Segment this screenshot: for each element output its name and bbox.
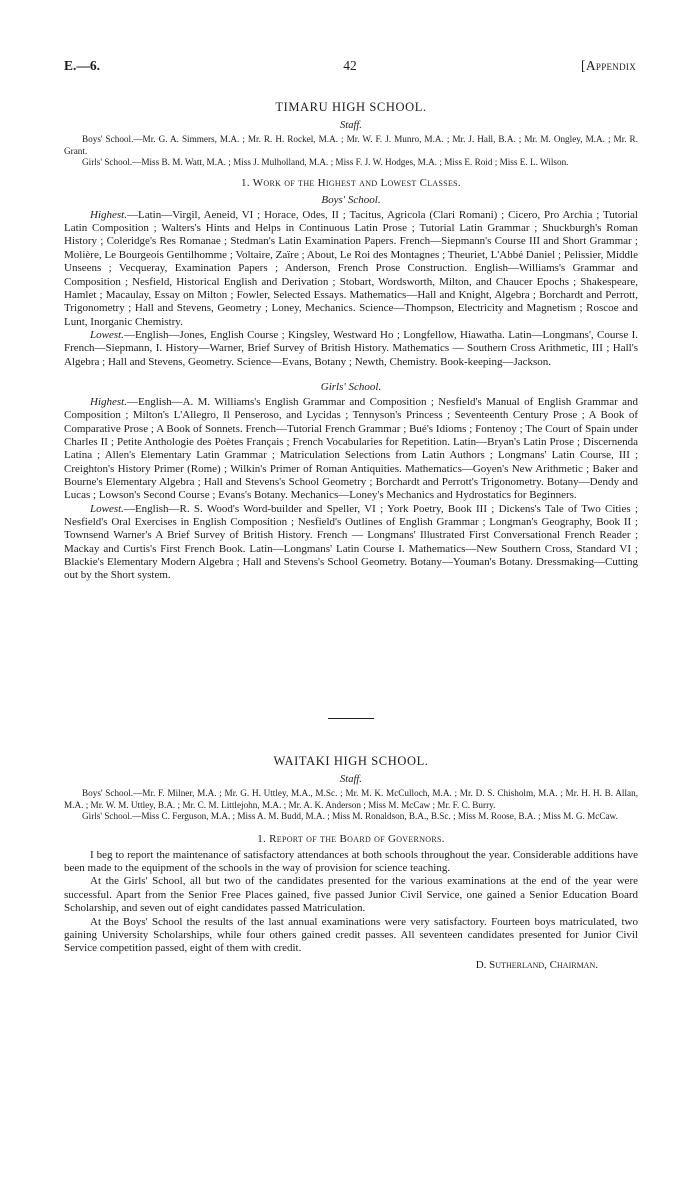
girls-highest-paragraph xyxy=(64,396,638,503)
boys-staff-list: Boys' School.—Mr. F. Milner, M.A. ; Mr. G. H. Uttley, M.A., M.Sc. ; Mr. M. K. McCulloch, M.A. ; Mr. D. S. Chisholm, M.A. ; Mr. H. H. B. Allan, M.A. ; Mr. W. M. Uttley, B.A. ; Mr. C. M. Littlejohn, M.A. ; Mr. A. K. Anderson ; Miss M. McCaw ; Mr. F. C. Burry. xyxy=(64,788,638,810)
page-number: 42 xyxy=(343,58,357,73)
paragraph-text: —English—R. S. Wood's Word-builder and Speller, VI ; York Poetry, Book III ; Dickens's Tale of Two Cities ; Nesfield's Oral Exercises in English Composition ; Nesfield's Outlines of English Grammar ; Longman's Geography, Book II ; Townsend Warner's A Brief Survey of British History. French — Longmans' Illustrated First Conversational French Reader ; Mackay and Curtis's First French Book. Latin—Longmans' Latin Course I. Mathematics—New Southern Cross, Standard VI ; Blackie's Elementary Modern Algebra ; Hall and Stevens's School Geometry. Botany—Youman's Botany. Dressmaking—Cutting out by the Short system. xyxy=(64,502,638,582)
boys-school-heading: Boys' School. xyxy=(321,193,381,206)
boys-highest-paragraph xyxy=(64,209,638,329)
girls-school-heading: Girls' School. xyxy=(320,380,382,393)
paragraph-text: —Latin—Virgil, Aeneid, VI ; Horace, Odes, II ; Tacitus, Agricola (Clari Romani) ; Cicero, Pro Archia ; Tutorial Latin Composition ; Walters's Hints and Helps in Continuous Latin Prose ; Tutorial Latin Grammar ; Shuckburgh's Roman History ; Coleridge's Res Romanae ; Stedman's Latin Examination Papers. French—Siepmann's Course III and Short Grammar ; Molière, Le Bourgeois Gentilhomme ; Voltaire, Zaïre ; About, Le Roi des Montagnes ; Theuriet, L'Abbé Daniel ; Pelissier, Middle Unseens ; Vecqueray, Examination Papers ; Anderson, French Prose Construction. English—Williams's Grammar and Composition ; Nesfield, Historical English and Derivation ; Stobart, Wordsworth, Milton, and Chaucer Epochs ; Shakespeare, Hamlet ; Macaulay, Essay on Milton ; Fowler, Selected Essays. Mathematics—Hall and Knight, Algebra ; Borchardt and Perrott, Trigonometry ; Hall and Stevens, Geometry ; Loney, Mechanics. Science—Thompson, Electricity and Magnetism ; Roscoe and Lunt, Inorganic Chemistry. xyxy=(64,208,638,328)
class-label: Lowest. xyxy=(90,502,124,515)
class-label: Highest. xyxy=(90,208,127,221)
timaru-section xyxy=(64,98,638,583)
paragraph-text: —English—Jones, English Course ; Kingsley, Westward Ho ; Longfellow, Hiawatha. Latin—Longmans', Course I. French—Siepmann, I. History—Warner, Brief Survey of British History. Mathematics — Southern Cross Arithmetic, III ; Hall's Algebra ; Hall and Stevens, Geometry. Science—Evans, Botany ; Newth, Chemistry. Book-keeping—Jackson. xyxy=(64,328,638,368)
school-title: TIMARU HIGH SCHOOL. xyxy=(275,100,427,114)
page-header xyxy=(64,58,636,76)
appendix-label: [Appendix xyxy=(581,58,636,73)
report-paragraph: I beg to report the maintenance of satisfactory attendances at both schools throughout the year. Considerable additions have been made to the equipment of the schools in the way of provision for science teaching. xyxy=(64,848,638,875)
section-heading: 1. Work of the Highest and Lowest Classes. xyxy=(241,176,461,189)
section-heading: 1. Report of the Board of Governors. xyxy=(257,832,445,845)
boys-lowest-paragraph xyxy=(64,329,638,369)
paragraph-text: —English—A. M. Williams's English Grammar and Composition ; Nesfield's Manual of English Grammar and Composition ; Milton's L'Allegro, Il Penseroso, and Lycidas ; Tennyson's Princess ; Seventeenth Century Prose ; A Book of Comparative Prose ; A Book of Sonnets. French—Tutorial French Grammar ; Bué's Idioms ; Fontenoy ; The Court of Spain under Charles II ; Petite Anthologie des Poètes Français ; French Vocabularies for Repetition. Latin—Bryan's Latin Prose ; Discernenda Latina ; Allen's Elementary Latin Grammar ; Matriculation Selections from Latin Authors ; Longmans' Latin Course, III ; Creighton's History Primer (Rome) ; Wilkin's Primer of Roman Antiquities. Mathematics—Goyen's New Arithmetic ; Baker and Bourne's Elementary Algebra ; Hall and Stevens's School Geometry ; Borchardt and Perrott's Trigonometry. Botany—Dendy and Lucas ; Lowson's Second Course ; Evans's Botany. Mechanics—Loney's Mechanics and Hydrostatics for Beginners. xyxy=(64,395,638,502)
school-title: WAITAKI HIGH SCHOOL. xyxy=(273,754,429,768)
staff-label: Staff. xyxy=(340,120,362,131)
waitaki-section xyxy=(64,752,638,972)
boys-staff-list: Boys' School.—Mr. G. A. Simmers, M.A. ; Mr. R. H. Rockel, M.A. ; Mr. W. F. J. Munro, M.A. ; Mr. J. Hall, B.A. ; Mr. M. Ongley, M.A. ; Mr. R. Grant. xyxy=(64,134,638,156)
class-label: Highest. xyxy=(90,395,127,408)
staff-label: Staff. xyxy=(340,774,362,785)
document-reference: E.—6. xyxy=(64,58,101,73)
section-divider xyxy=(328,718,374,719)
report-paragraph: At the Boys' School the results of the last annual examinations were very satisfactory. Fourteen boys matriculated, two gaining University Scholarships, while four others gained credit passes. All seventeen candidates presented for Junior Civil Service competition passed, eight of them with credit. xyxy=(64,915,638,955)
class-label: Lowest. xyxy=(90,328,124,341)
girls-staff-list: Girls' School.—Miss C. Ferguson, M.A. ; Miss A. M. Budd, M.A. ; Miss M. Ronaldson, B.A., B.Sc. ; Miss M. Roose, B.A. ; Miss M. G. McCaw. xyxy=(82,811,618,822)
signature: D. Sutherland, Chairman. xyxy=(475,958,598,971)
girls-lowest-paragraph xyxy=(64,503,638,583)
report-paragraph: At the Girls' School, all but two of the candidates presented for the various examinations at the end of the year were successful. Apart from the Senior Free Places gained, five passed Junior Civil Service, one gained a Senior Education Board Scholarship, and seven out of eight candidates passed Matriculation. xyxy=(64,875,638,915)
girls-staff-list: Girls' School.—Miss B. M. Watt, M.A. ; Miss J. Mulholland, M.A. ; Miss F. J. W. Hodges, M.A. ; Miss E. Roid ; Miss E. L. Wilson. xyxy=(82,157,569,168)
spacer xyxy=(64,369,638,380)
